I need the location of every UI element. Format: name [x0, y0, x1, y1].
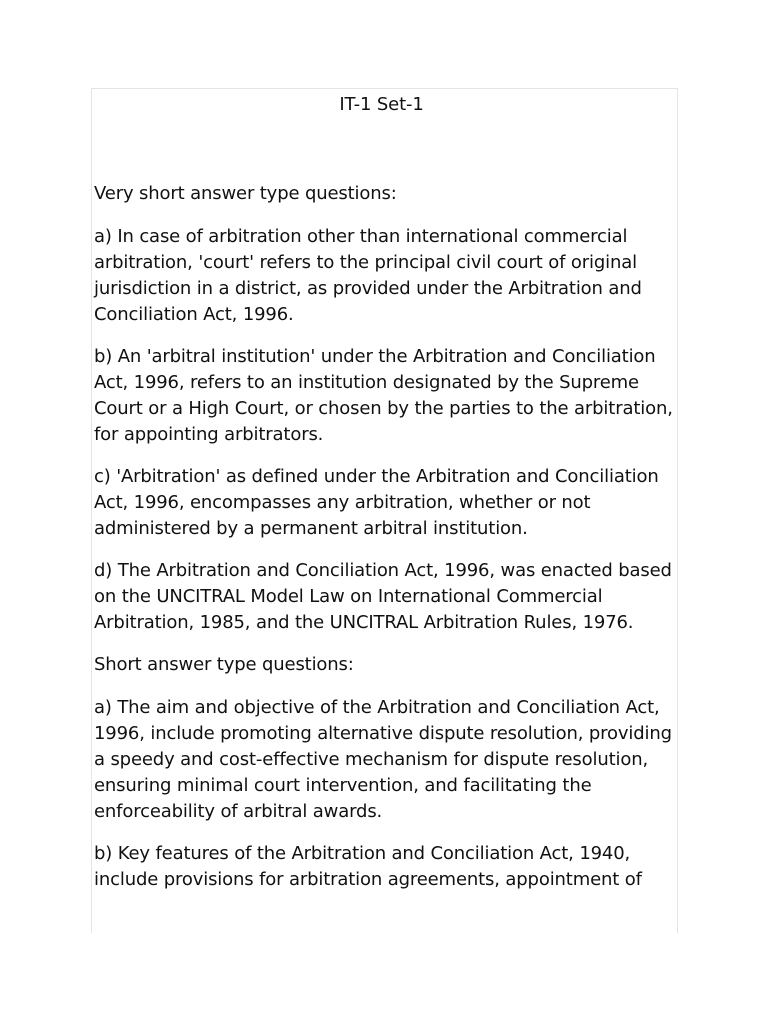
document-title: IT-1 Set-1 [339, 94, 424, 115]
document-page [91, 88, 678, 933]
answer-paragraph: a) In case of arbitration other than international commercial arbitration, 'court' refers to the principal civil court of original jurisdiction in a district, as provided under the Arbitration and Conciliation Act, 1996. [94, 226, 642, 325]
answer-paragraph: c) 'Arbitration' as defined under the Arbitration and Conciliation Act, 1996, encompasses any arbitration, whether or not administered by a permanent arbitral institution. [94, 466, 659, 539]
answer-paragraph: a) The aim and objective of the Arbitration and Conciliation Act, 1996, include promoting alternative dispute resolution, providing a speedy and cost-effective mechanism for dispute resolution, ensuring minimal court intervention, and facilitating the enforceability of arbitral awards. [94, 697, 672, 822]
answer-paragraph: b) Key features of the Arbitration and Conciliation Act, 1940, include provisions for arbitration agreements, appointment of [94, 843, 642, 890]
answer-paragraph: b) An 'arbitral institution' under the Arbitration and Conciliation Act, 1996, refers to an institution designated by the Supreme Court or a High Court, or chosen by the parties to the arbitration, for appointing arbitrators. [94, 346, 673, 445]
document-content [94, 89, 675, 893]
answer-paragraph: d) The Arbitration and Conciliation Act, 1996, was enacted based on the UNCITRAL Model Law on International Commercial Arbitration, 1985, and the UNCITRAL Arbitration Rules, 1976. [94, 560, 672, 633]
section-heading-short: Short answer type questions: [94, 654, 354, 675]
section-heading-very-short: Very short answer type questions: [94, 183, 397, 204]
